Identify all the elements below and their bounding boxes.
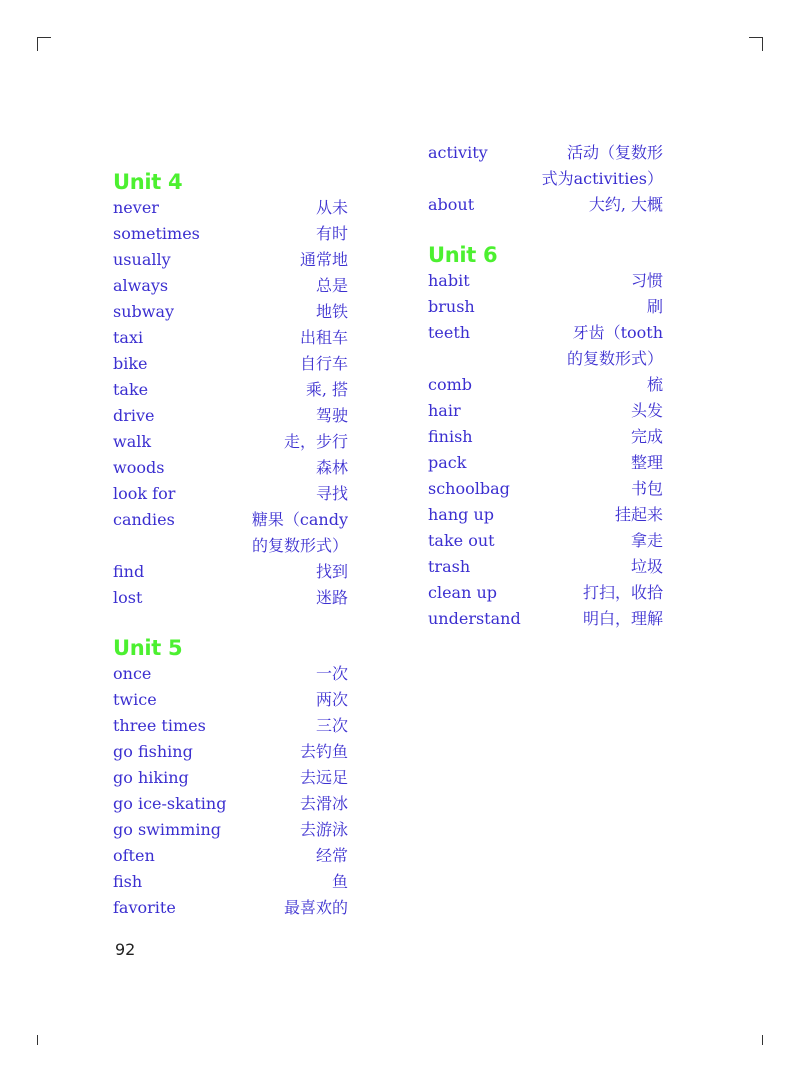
chinese-meaning: 寻找: [315, 484, 348, 503]
vocab-entry: [113, 843, 348, 869]
vocab-entry: [428, 606, 663, 632]
vocab-entry: [428, 502, 663, 528]
english-word: twice: [113, 690, 157, 709]
english-word: finish: [428, 427, 473, 446]
chinese-meaning: 大约, 大概: [588, 195, 663, 214]
english-word: sometimes: [113, 224, 200, 243]
english-word: fish: [113, 872, 143, 891]
english-word: hang up: [428, 505, 495, 524]
vocab-entry: [113, 585, 348, 611]
english-word: go fishing: [113, 742, 193, 761]
english-word: hair: [428, 401, 461, 420]
chinese-meaning: 驾驶: [315, 406, 348, 425]
english-word: habit: [428, 271, 470, 290]
english-word: pack: [428, 453, 467, 472]
unit-6-heading: Unit 6: [428, 243, 498, 267]
vocab-entry: [428, 268, 663, 294]
english-word: take: [113, 380, 149, 399]
chinese-meaning: 刷: [646, 297, 663, 316]
crop-mark-top-right: [762, 37, 763, 51]
vocab-entry: [428, 398, 663, 424]
unit-6-vocab-list: [428, 268, 663, 632]
vocab-entry: [428, 424, 663, 450]
english-word: favorite: [113, 898, 176, 917]
vocab-entry: [113, 351, 348, 377]
chinese-meaning: 完成: [630, 427, 663, 446]
unit-5-continued-vocab-list: [428, 140, 663, 218]
vocab-entry: [428, 372, 663, 398]
chinese-meaning: 明白，理解: [582, 609, 663, 628]
chinese-meaning: 森林: [315, 458, 348, 477]
english-word: drive: [113, 406, 155, 425]
unit-4-heading: Unit 4: [113, 170, 183, 194]
chinese-meaning: 自行车: [299, 354, 348, 373]
english-word: once: [113, 664, 152, 683]
unit-5-vocab-list: [113, 661, 348, 921]
vocab-entry: [428, 554, 663, 580]
chinese-meaning: 地铁: [315, 302, 348, 321]
english-word: go hiking: [113, 768, 189, 787]
chinese-meaning: 最喜欢的: [283, 898, 348, 917]
chinese-meaning: 头发: [630, 401, 663, 420]
chinese-meaning: 梳: [646, 375, 663, 394]
crop-mark-top-left: [37, 37, 38, 51]
vocab-entry: [113, 817, 348, 843]
chinese-meaning: 迷路: [315, 588, 348, 607]
crop-mark-top-left: [37, 37, 51, 38]
vocab-entry: [113, 481, 348, 507]
vocab-entry: [113, 455, 348, 481]
english-word: candies: [113, 510, 175, 529]
english-word: usually: [113, 250, 171, 269]
vocab-entry: [113, 403, 348, 429]
vocab-entry: [428, 294, 663, 320]
english-word: walk: [113, 432, 152, 451]
chinese-meaning: 垃圾: [630, 557, 663, 576]
vocab-entry: [428, 528, 663, 554]
vocab-entry: [113, 687, 348, 713]
vocab-entry: [113, 791, 348, 817]
vocab-entry: [428, 192, 663, 218]
vocab-entry: [113, 221, 348, 247]
english-word: look for: [113, 484, 176, 503]
vocab-entry: [113, 559, 348, 585]
english-word: schoolbag: [428, 479, 510, 498]
chinese-meaning: 挂起来: [614, 505, 663, 524]
english-word: activity: [428, 143, 488, 162]
chinese-meaning: 去游泳: [299, 820, 348, 839]
crop-mark-bottom-right: [762, 1035, 763, 1045]
chinese-meaning: 两次: [315, 690, 348, 709]
chinese-meaning: 有时: [315, 224, 348, 243]
english-word: taxi: [113, 328, 144, 347]
chinese-meaning: 出租车: [299, 328, 348, 347]
vocab-entry: [113, 195, 348, 221]
chinese-meaning: 整理: [630, 453, 663, 472]
section-gap: [113, 611, 348, 631]
english-word: always: [113, 276, 169, 295]
chinese-meaning: 去远足: [299, 768, 348, 787]
vocab-entry: [428, 140, 663, 192]
english-word: go ice-skating: [113, 794, 227, 813]
english-word: often: [113, 846, 155, 865]
vocab-entry: [428, 580, 663, 606]
vocab-entry: [113, 661, 348, 687]
chinese-meaning: 鱼: [331, 872, 348, 891]
vocab-entry: [113, 713, 348, 739]
chinese-meaning: 通常地: [299, 250, 348, 269]
chinese-meaning: 活动（复数形 式为activities）: [541, 143, 663, 188]
english-word: three times: [113, 716, 206, 735]
vocab-entry: [113, 247, 348, 273]
vocab-entry: [113, 507, 348, 559]
section-gap: [428, 218, 663, 238]
page-number: 92: [115, 940, 136, 959]
vocab-entry: [113, 869, 348, 895]
english-word: teeth: [428, 323, 471, 342]
english-word: bike: [113, 354, 148, 373]
chinese-meaning: 糖果（candy 的复数形式）: [251, 510, 348, 555]
vocab-entry: [113, 429, 348, 455]
chinese-meaning: 总是: [315, 276, 348, 295]
english-word: about: [428, 195, 475, 214]
chinese-meaning: 去滑冰: [299, 794, 348, 813]
vocab-entry: [113, 739, 348, 765]
english-word: never: [113, 198, 159, 217]
chinese-meaning: 三次: [315, 716, 348, 735]
chinese-meaning: 拿走: [630, 531, 663, 550]
english-word: brush: [428, 297, 475, 316]
chinese-meaning: 去钓鱼: [299, 742, 348, 761]
english-word: go swimming: [113, 820, 221, 839]
english-word: trash: [428, 557, 471, 576]
english-word: clean up: [428, 583, 498, 602]
english-word: comb: [428, 375, 473, 394]
vocab-entry: [428, 320, 663, 372]
unit-4-vocab-list: [113, 195, 348, 611]
english-word: woods: [113, 458, 165, 477]
unit-5-heading: Unit 5: [113, 636, 183, 660]
english-word: subway: [113, 302, 175, 321]
chinese-meaning: 走，步行: [283, 432, 348, 451]
chinese-meaning: 乘, 搭: [305, 380, 348, 399]
chinese-meaning: 打扫，收拾: [582, 583, 663, 602]
crop-mark-top-right: [749, 37, 763, 38]
vocab-entry: [113, 325, 348, 351]
english-word: understand: [428, 609, 521, 628]
right-column: [428, 140, 663, 632]
english-word: find: [113, 562, 145, 581]
crop-mark-bottom-left: [37, 1035, 38, 1045]
english-word: lost: [113, 588, 143, 607]
vocab-entry: [428, 476, 663, 502]
vocab-entry: [113, 765, 348, 791]
vocab-entry: [113, 377, 348, 403]
vocab-entry: [428, 450, 663, 476]
vocab-entry: [113, 273, 348, 299]
chinese-meaning: 书包: [630, 479, 663, 498]
vocab-entry: [113, 299, 348, 325]
chinese-meaning: 牙齿（tooth 的复数形式）: [566, 323, 663, 368]
chinese-meaning: 找到: [315, 562, 348, 581]
chinese-meaning: 一次: [315, 664, 348, 683]
left-column: [113, 165, 348, 921]
chinese-meaning: 经常: [315, 846, 348, 865]
english-word: take out: [428, 531, 495, 550]
chinese-meaning: 习惯: [630, 271, 663, 290]
vocab-entry: [113, 895, 348, 921]
chinese-meaning: 从未: [315, 198, 348, 217]
